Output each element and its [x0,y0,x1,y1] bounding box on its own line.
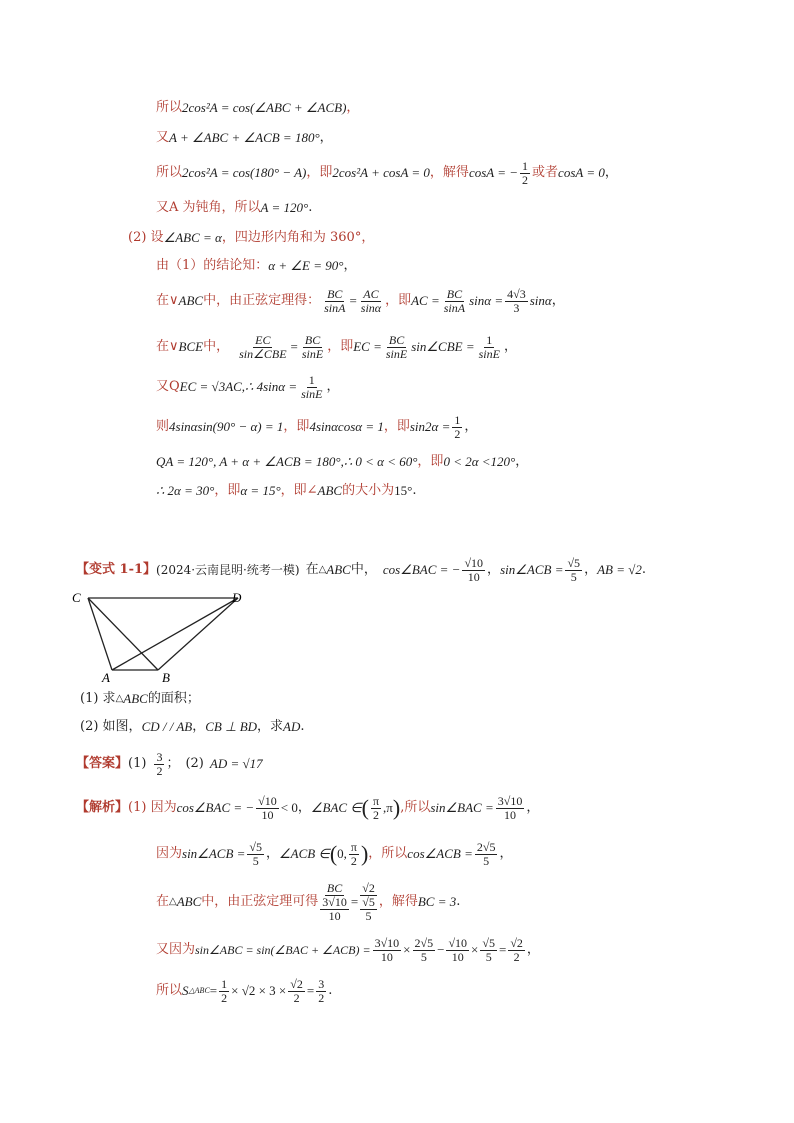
numerator: 4√3 [507,286,526,301]
text: . [308,200,313,215]
fraction [247,841,264,868]
text: (2) 如图， [80,719,142,734]
text: 或者 [532,165,559,180]
math: ABC [176,894,202,909]
segment-cb [88,598,158,670]
math: ∠ACB ∈ [279,846,330,861]
text: ，四边形内角和为 360°， [221,230,375,245]
segment-ca [88,598,112,670]
fraction [219,978,229,1005]
denominator: 2 [522,172,529,187]
denominator: 10 [328,908,341,923]
math: 2cos²A = cos(180° − A) [182,165,307,180]
text: 中， [203,339,230,354]
label-a: A [102,670,110,684]
analysis-tag: 【解析】 [76,800,129,815]
denominator: 2 [293,990,300,1005]
math: BCE [178,339,204,354]
math: A + ∠ABC + ∠ACB = 180° [169,130,320,145]
numerator: 3 [318,976,325,991]
fraction [316,978,326,1005]
math: 0 < 2α <120° [443,454,516,469]
text: 中，由正弦定理得： [203,293,321,308]
text: 又Q [156,379,180,394]
numerator: √5 [362,894,375,909]
text: ， [515,454,529,469]
text: (1) [128,756,147,771]
step-line [156,286,565,316]
text: ， [503,339,517,354]
step-line [156,256,356,276]
denominator: sinE [478,346,500,361]
math: 2cos²A = cos(∠ABC + ∠ACB) [182,100,347,115]
math: 4sinαcosα = 1 [309,419,384,434]
denominator: 2 [373,807,380,822]
text: ，所以 [368,846,408,861]
math: α + ∠E = 90° [268,258,344,273]
compound-fraction [360,882,377,923]
denominator: 2 [318,990,325,1005]
text: ， [526,942,540,957]
text: ，即 [417,454,444,469]
source-text: (2024·云南昆明·统考一模) [156,563,300,577]
math: × √2 × 3 × [231,983,287,998]
analysis-line [156,934,540,966]
numerator: √5 [249,839,263,854]
numerator: √5 [567,555,581,570]
numerator: √2 [290,976,303,991]
denominator: 5 [365,908,372,923]
text: 又因为 [156,942,196,957]
math: cosA = − [468,165,519,180]
text: (1) 求 [80,691,116,706]
analysis-line: 【解析】 (1) 因为 cos∠BAC = − $\frac{√10}{10}$ < 0 ， ∠BAC ∈ ( $\frac{\pi}{2}$ ,π ) ,所以 sin∠BAC = $\frac{3√10}{10}$ ， [76,793,540,822]
text: 所以 [156,983,183,998]
problem-heading [76,554,646,586]
denominator: 2 [156,763,163,778]
denominator: 5 [420,949,427,964]
denominator: sinE [301,346,324,361]
numerator: π [350,839,357,854]
step-line [156,372,339,402]
text: ，即 [214,483,241,498]
step-line [128,228,374,248]
math: 15° [394,483,413,498]
text: (2) 设 [128,230,164,245]
text: ，即 [306,165,333,180]
math: × [403,942,411,957]
text: ， [604,165,618,180]
math: ABC [178,293,204,308]
label-b: B [162,670,170,684]
fraction [373,937,402,964]
math: sin∠ACB = [500,562,564,577]
fraction [300,334,325,361]
math: AD [283,719,301,734]
denominator: 10 [504,807,517,822]
text: . [412,483,417,498]
denominator: 5 [570,569,577,584]
compound-fraction [320,882,349,923]
denominator: 10 [261,807,274,822]
fraction [360,896,377,923]
numerator: √2 [510,935,523,950]
numerator: 2√5 [476,839,496,854]
math: = [290,339,298,354]
math: EC = √3AC,∴ 4sinα = [179,379,298,394]
math: = [349,293,357,308]
text: ， [319,130,333,145]
triangle-symbol: △ [318,564,327,575]
text: 又 [156,130,170,145]
numerator: 1 [454,412,461,427]
math: < 0 [280,800,298,815]
fraction [505,288,528,315]
text: ，求 [257,719,284,734]
denominator: sinE [385,346,408,361]
text: 中，由正弦定理可得 [201,894,319,909]
fraction [565,557,582,584]
math: AB = √2 [597,562,642,577]
numerator: √10 [448,935,468,950]
text: . [641,562,647,577]
numerator: π [372,793,380,808]
analysis-line: 因为 sin∠ACB = $\frac{√5}{5}$ ， ∠ACB ∈ ( 0, $\frac{\pi}{2}$ ) ，所以 cos∠ACB = $\frac{2√5}{5}$ ， [156,839,513,868]
numerator: 3 [156,749,163,764]
math: AD = √17 [209,756,263,771]
denominator: 3 [513,300,520,315]
text: ,所以 [400,800,431,815]
text: ， [551,293,565,308]
triangle-symbol: △ [169,896,177,907]
text: 在∨ [156,339,179,354]
math: CD / / AB [141,719,193,734]
text: ， [487,562,501,577]
text: 的大小为 [342,483,395,498]
text: 在 [305,562,319,577]
denominator: sinE [301,386,323,401]
text: 所以 [156,100,183,115]
math: ∠BAC ∈ [310,800,362,815]
math: × [471,942,479,957]
denominator: sinA [443,300,466,315]
numerator: AC [363,286,379,301]
math: S [182,983,189,998]
numerator: 1 [522,158,529,173]
text: ， [326,379,340,394]
denominator: 2 [350,853,357,868]
numerator: BC [327,286,343,301]
math: sinα [529,293,552,308]
numerator: 3√10 [374,935,400,950]
fraction [384,334,409,361]
denominator: 5 [485,949,492,964]
math: sin∠BAC = [430,800,494,815]
denominator: 10 [467,569,480,584]
text: 则 [156,419,170,434]
variant-tag: 【变式 1-1】 [76,562,157,577]
text: 所以 [156,165,183,180]
text: ，解得 [429,165,469,180]
math: sin2α = [409,419,451,434]
subscript: △ABC [188,986,210,995]
trapezoid-figure [70,588,260,684]
math: 2cos²A + cosA = 0 [332,165,430,180]
math: = [209,983,218,998]
denominator: 2 [513,949,520,964]
fraction [496,795,525,822]
fraction [237,334,288,361]
math: cos∠BAC = − [382,562,461,577]
math: α = 15° [240,483,281,498]
fraction [446,937,469,964]
fraction [256,795,279,822]
text: 由（1）的结论知： [156,258,269,273]
step-line [156,412,477,442]
fraction [320,896,349,923]
fraction [480,937,497,964]
step-line [156,198,312,218]
math: − [437,942,445,957]
text: . [456,894,461,909]
fraction [475,841,498,868]
math: ∴ 2α = 30° [156,483,215,498]
analysis-line [156,878,460,926]
math: sin∠ACB = [182,846,246,861]
math: ,π [383,800,393,815]
text: ，解得 [378,894,418,909]
math: EC = [353,339,382,354]
text: ，即 [327,339,354,354]
fraction [508,937,525,964]
fraction [520,160,530,187]
text: ，即 [385,293,412,308]
answer-tag: 【答案】 [76,756,129,771]
text: (2) [185,756,204,771]
fraction [413,937,436,964]
fraction [349,841,359,868]
numerator: √10 [464,555,484,570]
math: AC = [411,293,440,308]
math: cosA = 0 [558,165,605,180]
math: = [350,894,359,909]
text: ， [192,719,206,734]
numerator: BC [326,880,343,895]
text: 因为 [156,846,183,861]
text: 的面积； [147,691,200,706]
math: sinα = [469,293,504,308]
math: 4sinαsin(90° − α) = 1 [169,419,284,434]
text: ； [166,756,180,771]
numerator: BC [388,332,405,347]
fraction [442,288,467,315]
denominator: sinA [324,300,346,315]
text: 在 [156,894,170,909]
numerator: 1 [486,332,493,347]
math: ABC [326,562,351,577]
text: (1) 因为 [128,800,177,815]
text: ， [297,800,311,815]
fraction [322,288,347,315]
denominator: 2 [454,426,461,441]
text: ，即∠ [280,483,318,498]
fraction [452,414,462,441]
label-d: D [232,590,242,605]
text: ， [346,100,360,115]
math: = [498,942,507,957]
denominator: 5 [483,853,490,868]
text: 中， [350,562,377,577]
math: BC = 3 [417,894,457,909]
numerator: BC [446,286,463,301]
math: QA = 120°, A + α + ∠ACB = 180°,∴ 0 < α < 60° [156,454,418,469]
math: 0, [337,846,347,861]
text: ， [584,562,598,577]
math: sin∠CBE = [411,339,475,354]
numerator: 1 [221,976,228,991]
text: . [328,983,333,998]
numerator: 1 [308,372,315,387]
step-line [156,332,517,362]
denominator: 2 [221,990,228,1005]
text: ，即 [283,419,310,434]
numerator: 3√10 [322,894,347,909]
numerator: 2√5 [414,935,434,950]
step-line [156,160,618,186]
text: ， [464,419,478,434]
numerator: BC [304,332,321,347]
step-line [156,481,416,501]
text: ， [526,800,540,815]
numerator: √2 [362,880,375,895]
math: cos∠BAC = − [176,800,255,815]
fraction [371,795,381,822]
math: A = 120° [260,200,309,215]
analysis-line [156,975,332,1007]
denominator: 5 [252,853,259,868]
text: 在∨ [156,293,179,308]
step-line [156,452,528,472]
numerator: EC [255,332,271,347]
text: ， [499,846,513,861]
math: sin∠ABC = sin(∠BAC + ∠ACB) = [195,943,371,957]
segment-bd [158,598,238,670]
text: 又A 为钝角，所以 [156,200,261,215]
math: = [306,983,315,998]
math: ABC [123,691,148,706]
text: ， [266,846,280,861]
question-2 [80,717,305,737]
fraction [359,288,383,315]
answer-line [76,748,263,780]
denominator: sin∠CBE [239,346,287,361]
math: ABC [317,483,343,498]
step-line [156,128,333,148]
denominator: 10 [380,949,393,964]
fraction [477,334,502,361]
question-1 [80,689,200,709]
step-line [156,98,359,118]
math: ∠ABC = α [163,230,222,245]
numerator: 3√10 [497,793,523,808]
fraction [299,374,324,401]
math: cos∠ACB = [407,846,473,861]
fraction [154,751,164,778]
numerator: √5 [482,935,495,950]
denominator: sinα [360,300,382,315]
text: ，即 [383,419,410,434]
label-c: C [72,590,81,605]
segment-ad [112,598,238,670]
fraction [288,978,305,1005]
fraction [462,557,485,584]
triangle-symbol: △ [115,693,124,704]
numerator: √10 [258,793,277,808]
math: CB ⊥ BD [205,719,258,734]
denominator: 10 [451,949,464,964]
text: . [300,719,305,734]
text: ， [343,258,357,273]
